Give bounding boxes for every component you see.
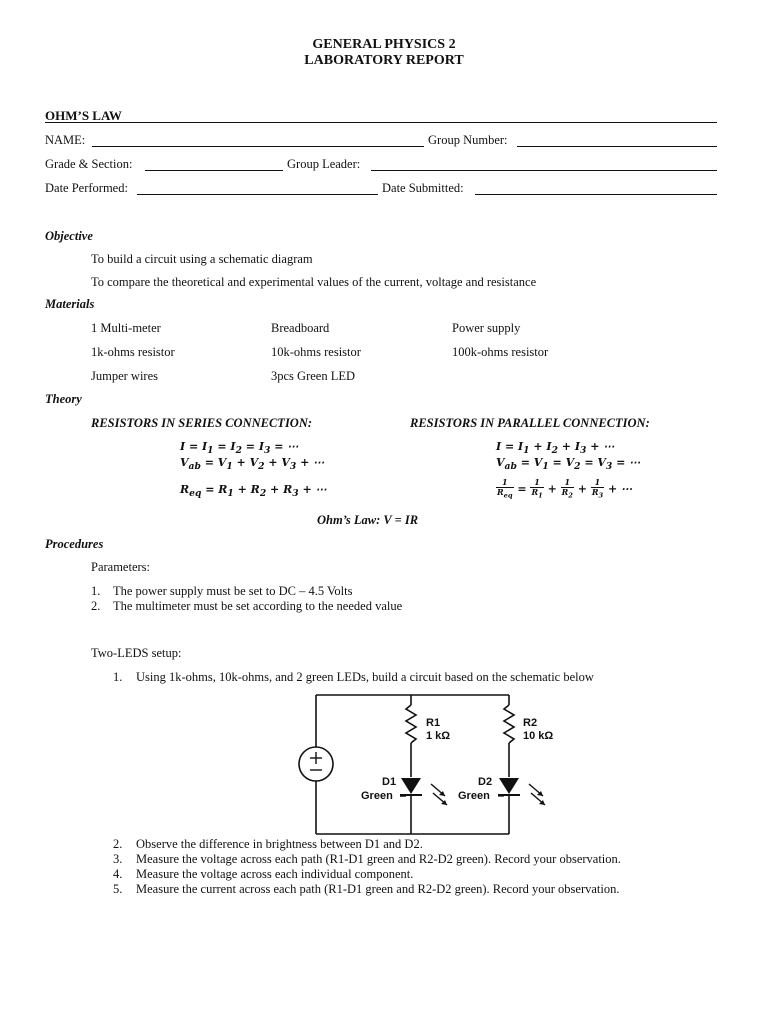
series-voltage-formula: $V_{ab} = V_1 + V_2 + V_3$ + ⋯ <box>180 456 325 473</box>
material-item: 10k-ohms resistor <box>271 345 361 359</box>
objective-item: To compare the theoretical and experimental values of the current, voltage and resistance <box>91 275 537 289</box>
step-number: 2. <box>113 837 123 851</box>
step-number: 1. <box>113 670 123 684</box>
step-text: Observe the difference in brightness between D1 and D2. <box>136 837 423 851</box>
parameter-text: The power supply must be set to DC – 4.5 Volts <box>113 584 353 598</box>
doc-title-line2: LABORATORY REPORT <box>304 53 464 68</box>
material-item: 3pcs Green LED <box>271 369 355 383</box>
material-item: 1 Multi-meter <box>91 321 161 335</box>
parallel-voltage-formula: $V_{ab} = V_1 = V_2 = V_3$ = ⋯ <box>496 456 641 473</box>
material-item: Power supply <box>452 321 521 335</box>
d2-color: Green <box>458 790 490 802</box>
theory-heading: Theory <box>45 392 82 406</box>
step-number: 4. <box>113 867 123 881</box>
date-submitted-field[interactable] <box>475 194 717 195</box>
group-leader-label: Group Leader: <box>287 157 361 171</box>
step-text: Measure the current across each path (R1-D1 green and R2-D2 green). Record your observation. <box>136 882 620 896</box>
ohms-law-formula: Ohm’s Law: V = IR <box>317 513 419 527</box>
topic-rule <box>45 122 717 123</box>
step-text: Measure the voltage across each individual component. <box>136 867 414 881</box>
r2-label: R2 <box>523 717 538 729</box>
parameter-number: 2. <box>91 599 101 613</box>
parallel-heading: RESISTORS IN PARALLEL CONNECTION: <box>410 416 650 430</box>
parameter-number: 1. <box>91 584 101 598</box>
date-performed-field[interactable] <box>137 194 378 195</box>
setup-label: Two-LEDS setup: <box>91 646 182 660</box>
resistor-r1 <box>406 705 416 743</box>
objective-heading: Objective <box>45 229 93 243</box>
series-resistance-formula: $R_{eq} = R_1 + R_2 + R_3$ + ⋯ <box>180 483 327 500</box>
material-item: 1k-ohms resistor <box>91 345 175 359</box>
grade-section-label: Grade & Section: <box>45 157 133 171</box>
material-item: 100k-ohms resistor <box>452 345 549 359</box>
name-label: NAME: <box>45 133 86 147</box>
parallel-resistance-formula: $\frac{1}{R_{eq}}$ = $\frac{1}{R_1}$ + $\frac{1}{R_2}$ + $\frac{1}{R_3}$ + ⋯ <box>497 477 632 500</box>
material-item: Jumper wires <box>91 369 158 383</box>
led-d1-icon <box>400 778 447 805</box>
group-number-label: Group Number: <box>428 133 508 147</box>
name-field[interactable] <box>92 146 424 147</box>
resistor-r2 <box>504 705 514 743</box>
topic-title: OHM’S LAW <box>45 108 122 123</box>
group-leader-field[interactable] <box>371 170 717 171</box>
date-submitted-label: Date Submitted: <box>382 181 464 195</box>
group-number-field[interactable] <box>517 146 717 147</box>
r1-value: 1 kΩ <box>426 730 451 742</box>
date-performed-label: Date Performed: <box>45 181 128 195</box>
d1-color: Green <box>361 790 393 802</box>
r2-value: 10 kΩ <box>523 730 554 742</box>
d1-label: D1 <box>382 776 397 788</box>
series-current-formula: $I = I_1 = I_2 = I_3$ = ⋯ <box>180 440 299 457</box>
materials-heading: Materials <box>45 297 95 311</box>
circuit-schematic <box>290 690 570 840</box>
doc-title-line1: GENERAL PHYSICS 2 <box>312 37 456 52</box>
r1-label: R1 <box>426 717 441 729</box>
step-text: Measure the voltage across each path (R1-D1 green and R2-D2 green). Record your observation. <box>136 852 621 866</box>
step-number: 5. <box>113 882 123 896</box>
parameters-label: Parameters: <box>91 560 151 574</box>
parallel-current-formula: $I = I_1 + I_2 + I_3$ + ⋯ <box>496 440 615 457</box>
voltage-source-icon <box>299 747 333 781</box>
grade-section-field[interactable] <box>145 170 283 171</box>
step-number: 3. <box>113 852 123 866</box>
d2-label: D2 <box>478 776 493 788</box>
parameter-text: The multimeter must be set according to the needed value <box>113 599 403 613</box>
series-heading: RESISTORS IN SERIES CONNECTION: <box>91 416 313 430</box>
objective-item: To build a circuit using a schematic diagram <box>91 252 313 266</box>
step-text: Using 1k-ohms, 10k-ohms, and 2 green LEDs, build a circuit based on the schematic below <box>136 670 594 684</box>
led-d2-icon <box>498 778 545 805</box>
material-item: Breadboard <box>271 321 330 335</box>
procedures-heading: Procedures <box>45 537 104 551</box>
